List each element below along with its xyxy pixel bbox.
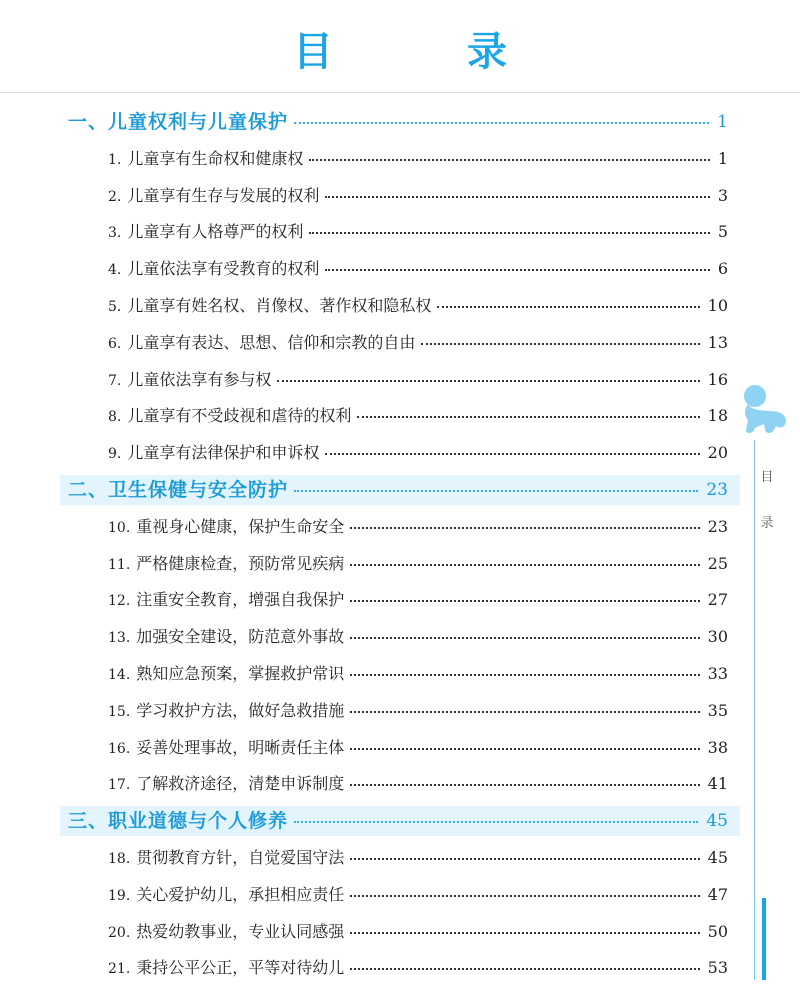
toc-entry-row[interactable]	[0, 846, 800, 870]
toc-entry-number: 17.	[108, 777, 131, 794]
dot-leader	[350, 588, 700, 612]
dot-leader	[350, 552, 700, 576]
toc-entry-label	[108, 294, 431, 319]
toc-section-row[interactable]	[0, 110, 800, 134]
toc-entry-number: 10.	[108, 519, 131, 536]
toc-entry-number: 20.	[108, 924, 131, 941]
dot-leader	[350, 699, 700, 723]
toc-entry-row[interactable]	[0, 772, 800, 796]
toc-entry-number: 18.	[108, 851, 131, 867]
toc-page-number: 33	[707, 664, 728, 683]
toc-page-number: 10	[707, 296, 728, 315]
dot-leader	[421, 331, 700, 355]
toc-entry-row[interactable]	[0, 736, 800, 760]
toc-entry-number: 9.	[108, 446, 122, 463]
dot-leader	[325, 257, 710, 281]
toc-entry-label	[108, 920, 344, 945]
toc-entry-row[interactable]	[0, 956, 800, 980]
toc-entry-row[interactable]	[0, 404, 800, 428]
toc-entry-label	[108, 552, 344, 577]
toc-entry-row[interactable]	[0, 147, 800, 171]
toc-entry-label	[108, 404, 351, 429]
toc-page-number: 35	[707, 700, 728, 720]
dot-leader	[350, 662, 700, 686]
toc-entry-number: 12.	[108, 593, 131, 610]
toc-page-number: 18	[707, 406, 728, 426]
toc-entry-number: 11.	[108, 556, 131, 573]
toc-entry-text: 儿童享有生命权和健康权	[127, 148, 304, 168]
toc-entry-row[interactable]	[0, 368, 800, 392]
toc-entry-text: 儿童享有人格尊严的权利	[127, 222, 304, 242]
toc-entry-number: 6.	[108, 335, 122, 352]
toc-entry-text: 热爱幼教事业，专业认同感强	[136, 921, 345, 941]
toc-entry-text: 秉持公平公正，平等对待幼儿	[136, 958, 345, 978]
dot-leader	[309, 220, 710, 244]
toc-page-number: 45	[707, 848, 728, 867]
dot-leader	[350, 772, 700, 796]
toc-entry-row[interactable]	[0, 883, 800, 907]
toc-entry-text: 关心爱护幼儿，承担相应责任	[136, 884, 345, 904]
toc-section-label: 三、职业道德与个人修养	[68, 810, 289, 833]
toc-entry-number: 5.	[108, 299, 122, 315]
toc-page-number: 27	[707, 590, 728, 610]
toc-entry-row[interactable]	[0, 699, 800, 723]
toc-entry-row[interactable]	[0, 257, 800, 281]
toc-entry-label	[108, 441, 319, 466]
side-tab-char: 录	[760, 516, 774, 531]
toc-entry-text: 贯彻教育方针，自觉爱国守法	[136, 848, 345, 867]
dot-leader	[350, 956, 700, 980]
side-progress-bar	[762, 898, 766, 980]
toc-entry-number: 8.	[108, 409, 122, 426]
toc-page-number: 53	[707, 958, 728, 978]
toc-entry-row[interactable]	[0, 331, 800, 355]
toc-entry-number: 1.	[108, 151, 122, 168]
toc-entry-text: 学习救护方法，做好急救措施	[136, 700, 345, 720]
toc-entry-text: 儿童享有姓名权、肖像权、著作权和隐私权	[127, 296, 432, 315]
toc-entry-label	[108, 588, 344, 613]
toc-entry-row[interactable]	[0, 588, 800, 612]
dot-leader	[294, 809, 698, 833]
toc-page-number: 30	[707, 627, 728, 647]
toc-entry-number: 16.	[108, 740, 131, 757]
toc-page-number: 45	[706, 811, 728, 832]
toc-page-number: 38	[707, 737, 728, 757]
dot-leader	[309, 147, 710, 171]
toc-entry-text: 儿童享有不受歧视和虐待的权利	[127, 406, 352, 426]
toc-page-number: 13	[707, 332, 728, 352]
toc-entry-label	[108, 699, 344, 724]
toc-entry-text: 了解救济途径，清楚申诉制度	[136, 774, 345, 794]
toc-entry-label	[108, 147, 303, 172]
dot-leader	[325, 184, 710, 208]
toc-page-number: 1	[717, 112, 728, 132]
toc-entry-label	[108, 368, 271, 393]
toc-entry-number: 15.	[108, 703, 131, 720]
crawling-baby-icon	[738, 382, 790, 438]
dot-leader	[350, 736, 700, 760]
side-tab-label	[759, 455, 775, 547]
toc-entry-text: 妥善处理事故，明晰责任主体	[136, 737, 345, 757]
dot-leader	[357, 404, 700, 428]
toc-page-number: 5	[717, 222, 728, 242]
dot-leader	[350, 920, 700, 944]
toc-entry-label	[108, 772, 344, 797]
toc-entry-label	[108, 883, 344, 908]
toc-page-number: 6	[717, 259, 728, 279]
toc-entry-label	[108, 662, 344, 687]
dot-leader	[294, 110, 709, 134]
toc-page-number: 1	[717, 148, 728, 168]
toc-entry-text: 加强安全建设，防范意外事故	[136, 627, 345, 647]
toc-page-number: 23	[707, 516, 728, 536]
toc-entry-label	[108, 515, 344, 540]
side-rule	[754, 440, 755, 980]
toc-entry-row[interactable]	[0, 184, 800, 208]
toc-page-number: 41	[707, 774, 728, 794]
toc-page-number: 25	[707, 553, 728, 573]
toc-entry-label	[108, 184, 319, 209]
dot-leader	[350, 883, 700, 907]
toc-entry-number: 13.	[108, 630, 131, 647]
toc-entry-label	[108, 846, 344, 871]
dot-leader	[294, 478, 698, 502]
toc-entry-label	[108, 257, 319, 282]
toc-page-number: 47	[707, 884, 728, 904]
toc-page-number: 23	[706, 480, 728, 500]
toc-entry-text: 儿童依法享有受教育的权利	[127, 259, 320, 279]
toc-entry-label	[108, 331, 415, 356]
table-of-contents	[0, 100, 800, 980]
page-title: 目 录	[293, 29, 567, 75]
toc-page-number: 3	[717, 185, 728, 205]
toc-entry-number: 2.	[108, 188, 122, 205]
toc-entry-number: 19.	[108, 887, 131, 904]
toc-entry-row[interactable]	[0, 662, 800, 686]
toc-entry-text: 儿童享有生存与发展的权利	[127, 185, 320, 205]
toc-entry-label	[108, 220, 303, 245]
toc-entry-text: 注重安全教育，增强自我保护	[136, 590, 345, 610]
toc-entry-text: 儿童享有表达、思想、信仰和宗教的自由	[127, 332, 416, 352]
toc-page-number: 20	[707, 443, 728, 463]
side-tab-char: 目	[760, 470, 774, 485]
toc-entry-row[interactable]	[0, 920, 800, 944]
toc-section-label: 一、儿童权利与儿童保护	[68, 111, 289, 133]
toc-page-number: 50	[707, 921, 728, 941]
dot-leader	[437, 294, 700, 318]
toc-entry-row[interactable]	[0, 625, 800, 649]
toc-section-row[interactable]	[0, 478, 800, 502]
toc-entry-text: 儿童享有法律保护和申诉权	[127, 443, 320, 463]
toc-entry-number: 3.	[108, 225, 122, 242]
title-divider	[0, 92, 800, 93]
toc-entry-label	[108, 956, 344, 981]
toc-section-label: 二、卫生保健与安全防护	[68, 479, 289, 501]
toc-entry-label	[108, 625, 344, 650]
dot-leader	[325, 441, 700, 465]
toc-entry-text: 重视身心健康，保护生命安全	[136, 516, 345, 536]
toc-entry-number: 21.	[108, 961, 131, 978]
toc-entry-text: 严格健康检查，预防常见疾病	[136, 553, 345, 573]
dot-leader	[350, 625, 700, 649]
dot-leader	[350, 515, 700, 539]
toc-section-row[interactable]	[0, 809, 800, 833]
toc-entry-label	[108, 736, 344, 761]
dot-leader	[350, 846, 700, 870]
toc-entry-number: 14.	[108, 667, 131, 683]
toc-entry-text: 儿童依法享有参与权	[127, 369, 272, 389]
toc-entry-row[interactable]	[0, 441, 800, 465]
toc-entry-number: 7.	[108, 372, 122, 389]
toc-entry-text: 熟知应急预案，掌握救护常识	[136, 664, 345, 683]
toc-entry-number: 4.	[108, 262, 122, 279]
toc-entry-row[interactable]	[0, 220, 800, 244]
dot-leader	[277, 368, 700, 392]
toc-entry-row[interactable]	[0, 552, 800, 576]
toc-entry-row[interactable]	[0, 515, 800, 539]
toc-entry-row[interactable]	[0, 294, 800, 318]
toc-page-number: 16	[707, 369, 728, 389]
